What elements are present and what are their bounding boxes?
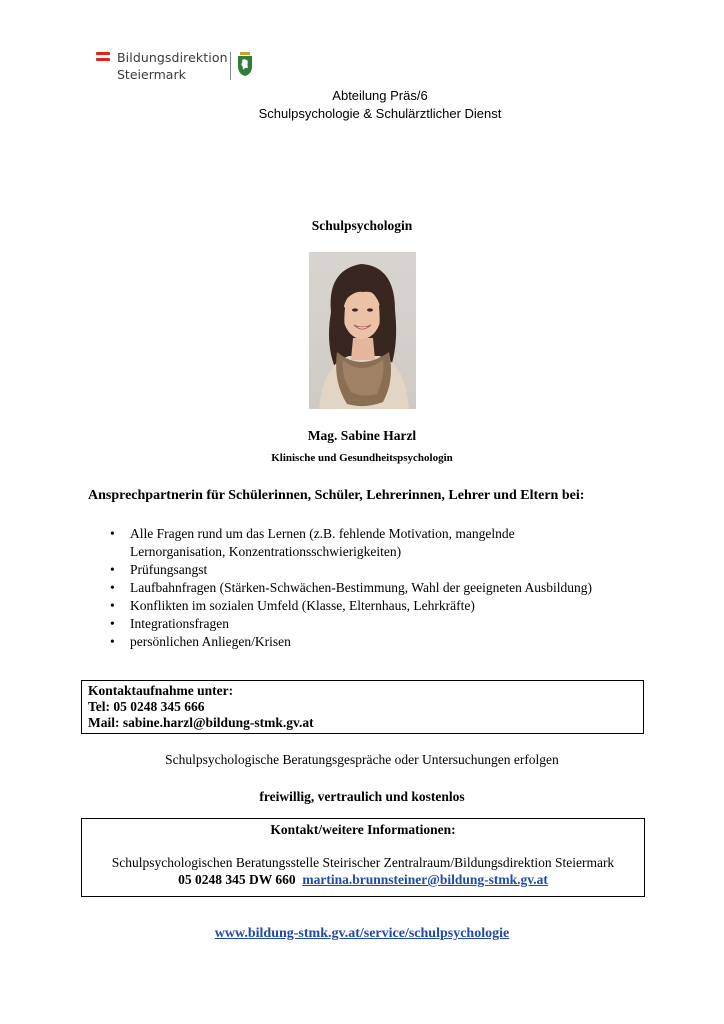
info-box-heading: Kontakt/weitere Informationen: bbox=[270, 822, 456, 837]
office-name: Schulpsychologischen Beratungsstelle Steirischer Zentralraum/Bildungsdirektion Steiermark bbox=[111, 855, 615, 870]
bullet-icon: • bbox=[110, 580, 115, 595]
bullet-icon: • bbox=[110, 616, 115, 631]
contact-email: Mail: sabine.harzl@bildung-stmk.gv.at bbox=[88, 715, 314, 730]
list-item: Lernorganisation, Konzentrationsschwierigkeiten) bbox=[130, 544, 402, 559]
office-contact-line bbox=[82, 872, 644, 888]
logo-text-line2: Steiermark bbox=[117, 67, 186, 82]
list-item: • Prüfungsangst bbox=[110, 562, 208, 577]
services-list bbox=[110, 525, 670, 651]
consultation-note: Schulpsychologische Beratungsgespräche oder Untersuchungen erfolgen bbox=[165, 752, 559, 767]
logo-divider bbox=[230, 52, 231, 80]
contact-phone: Tel: 05 0248 345 666 bbox=[88, 699, 205, 714]
logo-text-line1: Bildungsdirektion bbox=[117, 50, 228, 65]
website-line bbox=[0, 926, 724, 942]
department-name: Abteilung Präs/6 bbox=[332, 88, 428, 103]
list-item: • Konflikten im sozialen Umfeld (Klasse, Elternhaus, Lehrkräfte) bbox=[110, 598, 475, 613]
austria-flag-icon bbox=[96, 52, 110, 61]
portrait-photo bbox=[309, 252, 416, 409]
bullet-icon: • bbox=[110, 526, 115, 541]
bullet-icon: • bbox=[110, 562, 115, 577]
info-box bbox=[81, 818, 645, 897]
contact-box-heading: Kontaktaufnahme unter: bbox=[88, 683, 234, 698]
website-link[interactable]: www.bildung-stmk.gv.at/service/schulpsychologie bbox=[214, 926, 510, 941]
office-phone: 05 0248 345 DW 660 bbox=[178, 872, 296, 887]
free-of-charge-note: freiwillig, vertraulich und kostenlos bbox=[259, 789, 465, 804]
contact-box bbox=[81, 680, 644, 734]
list-item: • Integrationsfragen bbox=[110, 616, 229, 631]
services-heading: Ansprechpartnerin für Schülerinnen, Schüler, Lehrerinnen, Lehrer und Eltern bei: bbox=[88, 488, 585, 503]
page-title: Schulpsychologin bbox=[311, 218, 413, 233]
styria-crest-icon bbox=[237, 51, 253, 77]
person-name: Mag. Sabine Harzl bbox=[307, 428, 417, 443]
list-item: • Alle Fragen rund um das Lernen (z.B. fehlende Motivation, mangelnde bbox=[110, 526, 515, 541]
bullet-icon: • bbox=[110, 634, 115, 649]
department-header bbox=[200, 87, 560, 123]
department-subtitle: Schulpsychologie & Schulärztlicher Dienst bbox=[258, 106, 502, 121]
person-role: Klinische und Gesundheitspsychologin bbox=[271, 452, 453, 464]
bullet-icon: • bbox=[110, 598, 115, 613]
office-email-link[interactable]: martina.brunnsteiner@bildung-stmk.gv.at bbox=[302, 872, 548, 887]
list-item: • Laufbahnfragen (Stärken-Schwächen-Bestimmung, Wahl der geeigneten Ausbildung) bbox=[110, 580, 593, 595]
organization-logo bbox=[96, 47, 266, 83]
list-item: • persönlichen Anliegen/Krisen bbox=[110, 634, 291, 649]
